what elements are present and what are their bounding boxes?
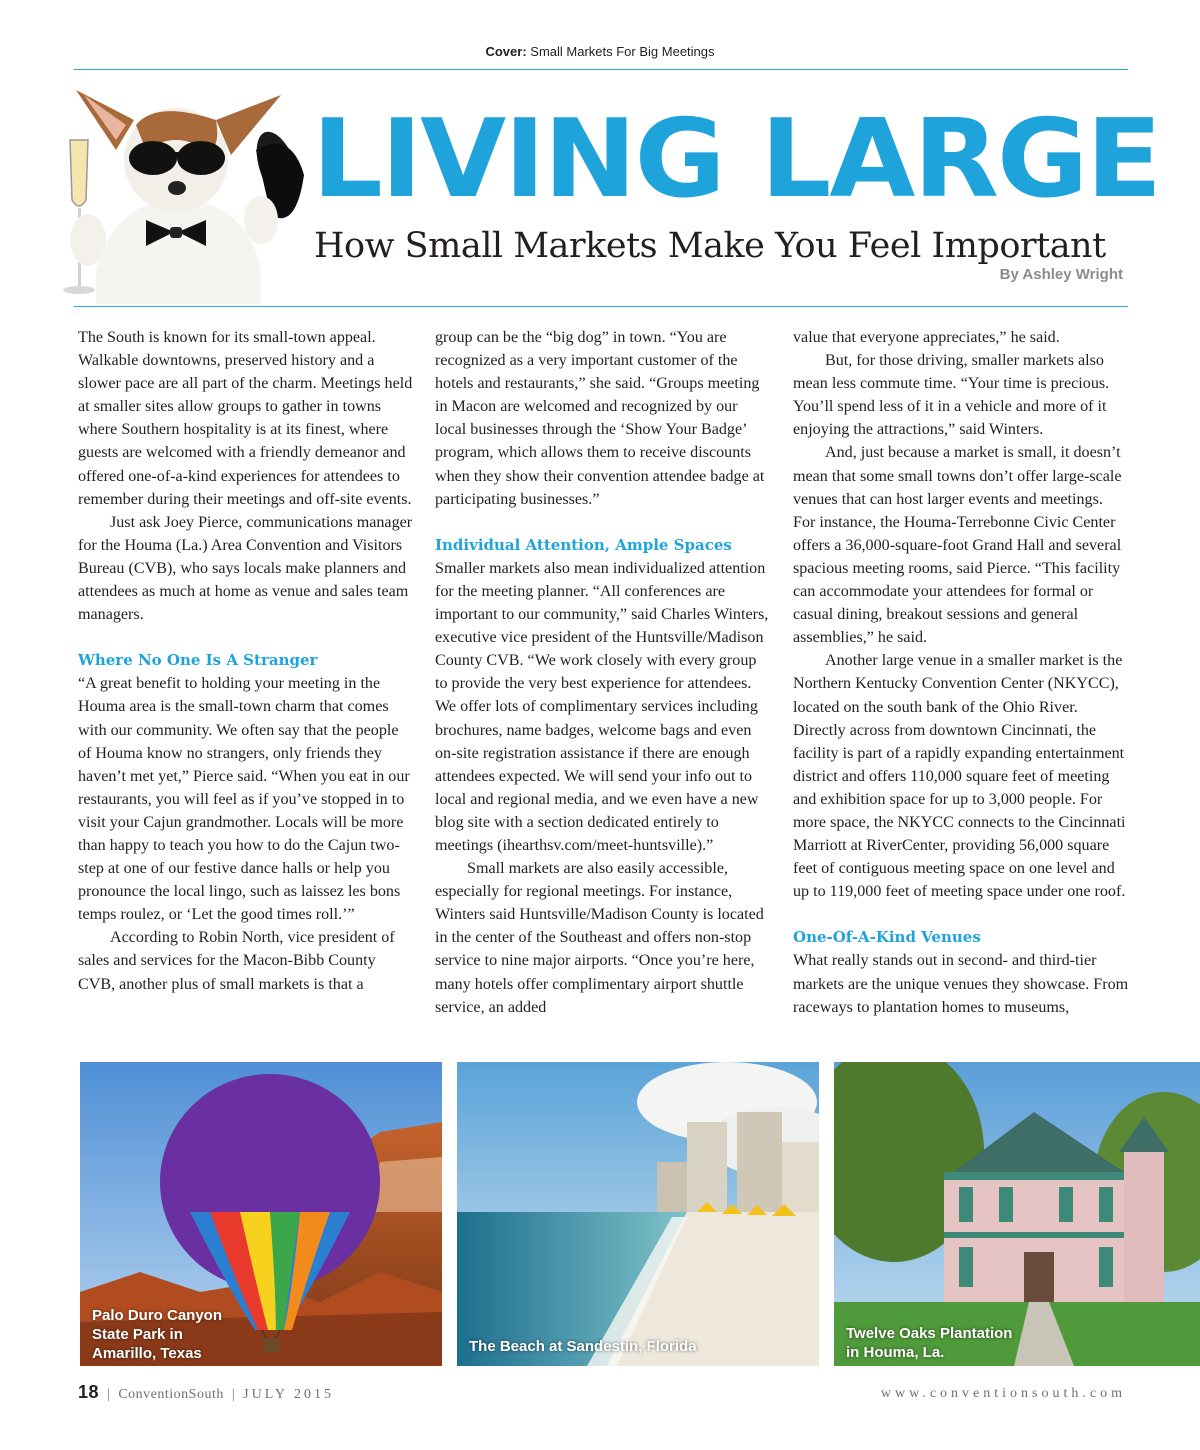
- issue-date: JULY 2015: [243, 1387, 334, 1402]
- paragraph: Small markets are also easily accessible, especially for regional meetings. For instance, Winters said Huntsville/Madison County is located in the center of the Southeast and offers non-stop service to nine major airports. “Once you’re here, many hotels offer complimentary airport shuttle service, an added: [435, 860, 764, 1016]
- footer-separator: |: [107, 1387, 111, 1402]
- dog-illustration: [56, 80, 306, 305]
- section-heading: One-Of-A-Kind Venues: [793, 928, 981, 947]
- photo-beach: [457, 1062, 819, 1366]
- paragraph: value that everyone appreciates,” he said.: [793, 329, 1060, 346]
- footer-separator: |: [231, 1387, 236, 1402]
- photo-plantation: [834, 1062, 1200, 1366]
- subtitle: How Small Markets Make You Feel Important: [314, 226, 1106, 266]
- section-heading: Where No One Is A Stranger: [78, 651, 318, 670]
- paragraph: group can be the “big dog” in town. “You are recognized as a very important customer of the hotels and restaurants,” she said. “Groups meeting in Macon are welcomed and recognized by our local businesses through the ‘Show Your Badge’ program, which allows them to receive discounts when they show their convention attendee badge at participating businesses.”: [435, 329, 765, 508]
- title-rule: [74, 306, 1128, 307]
- column-1: [78, 326, 414, 1046]
- paragraph: And, just because a market is small, it doesn’t mean that some small towns don’t offer large-scale venues that can host larger events and meetings. For instance, the Houma-Terrebonne Civic Center offers a 36,000-square-foot Grand Hall and several spacious meeting rooms, said Pierce. “This facility can accommodate your attendees for formal or casual dining, breakout sessions and general assemblies,” he said.: [793, 444, 1122, 647]
- photo-balloon: [80, 1062, 442, 1366]
- top-rule: [74, 69, 1128, 70]
- paragraph: Smaller markets also mean individualized attention for the meeting planner. “All conferences are important to our community,” said Charles Winters, executive vice president of the Huntsville/Madison County CVB. “We work closely with every group to provide the very best experience for attendees. We offer lots of complimentary services including brochures, name badges, welcome bags and even on-site registration assistance if there are enough attendees expected. We will send your info out to local and regional media, and we even have a new blog site with a section dedicated entirely to meetings (ihearthsv.com/meet-huntsville).”: [435, 559, 769, 854]
- footer-left: [78, 1382, 334, 1403]
- paragraph: But, for those driving, smaller markets also mean less commute time. “Your time is precious. You’ll spend less of it in a vehicle and more of it enjoying the attractions,” said Winters.: [793, 352, 1110, 439]
- magazine-name: ConventionSouth: [118, 1387, 224, 1402]
- paragraph: The South is known for its small-town appeal. Walkable downtowns, preserved history and a slower pace are all part of the charm. Meetings held at smaller sites allow groups to gather in towns where Southern hospitality is at its finest, where guests are welcomed with a friendly demeanor and offered one-of-a-kind experiences for attendees to remember during their meetings and off-site events.: [78, 329, 413, 508]
- photo-caption: Palo Duro Canyon State Park in Amarillo, Texas: [92, 1307, 223, 1362]
- page-number: 18: [78, 1382, 100, 1402]
- paragraph: Just ask Joey Pierce, communications manager for the Houma (La.) Area Convention and Visitors Bureau (CVB), who says locals make planners and attendees as much at home as venue and sales team managers.: [78, 513, 413, 624]
- section-label: Cover:: [485, 44, 527, 59]
- section-heading: Individual Attention, Ample Spaces: [435, 535, 732, 554]
- paragraph: According to Robin North, vice president of sales and services for the Macon-Bibb County CVB, another plus of small markets is that a: [78, 929, 395, 993]
- paragraph: Another large venue in a smaller market is the Northern Kentucky Convention Center (NKYCC), located on the south bank of the Ohio River. Directly across from downtown Cincinnati, the facility is part of a rapidly expanding entertainment district and offers 110,000 square feet of meeting and exhibition space for up to 3,000 people. For more space, the NKYCC connects to the Cincinnati Marriott at RiverCenter, providing 56,000 square feet of contiguous meeting space on one level and up to 119,000 feet of meeting space under one roof.: [793, 652, 1126, 901]
- running-head: [0, 44, 1200, 59]
- section-title: Small Markets For Big Meetings: [530, 44, 715, 59]
- column-2: [435, 326, 771, 1046]
- photo-caption: The Beach at Sandestin, Florida: [469, 1338, 697, 1355]
- paragraph: What really stands out in second- and third-tier markets are the unique venues they showcase. From raceways to plantation homes to museums,: [793, 952, 1129, 1016]
- byline: By Ashley Wright: [999, 266, 1123, 283]
- photo-caption: Twelve Oaks Plantation in Houma, La.: [846, 1325, 1013, 1361]
- paragraph: “A great benefit to holding your meeting in the Houma area is the small-town charm that comes with our community. We often say that the people of Houma know no strangers, only friends they haven’t met yet,” Pierce said. “When you eat in our restaurants, you will feel as if you’ve stopped in to visit your Cajun grandmother. Locals will be more than happy to teach you how to do the Cajun two-step at one of our festive dance halls or help you pronounce the local lingo, such as laissez les bons temps roulez, or ‘Let the good times roll.’”: [78, 675, 410, 924]
- column-3: [793, 326, 1129, 1046]
- website-link[interactable]: www.conventionsouth.com: [880, 1386, 1126, 1401]
- page-title: LIVING LARGE: [312, 97, 1161, 222]
